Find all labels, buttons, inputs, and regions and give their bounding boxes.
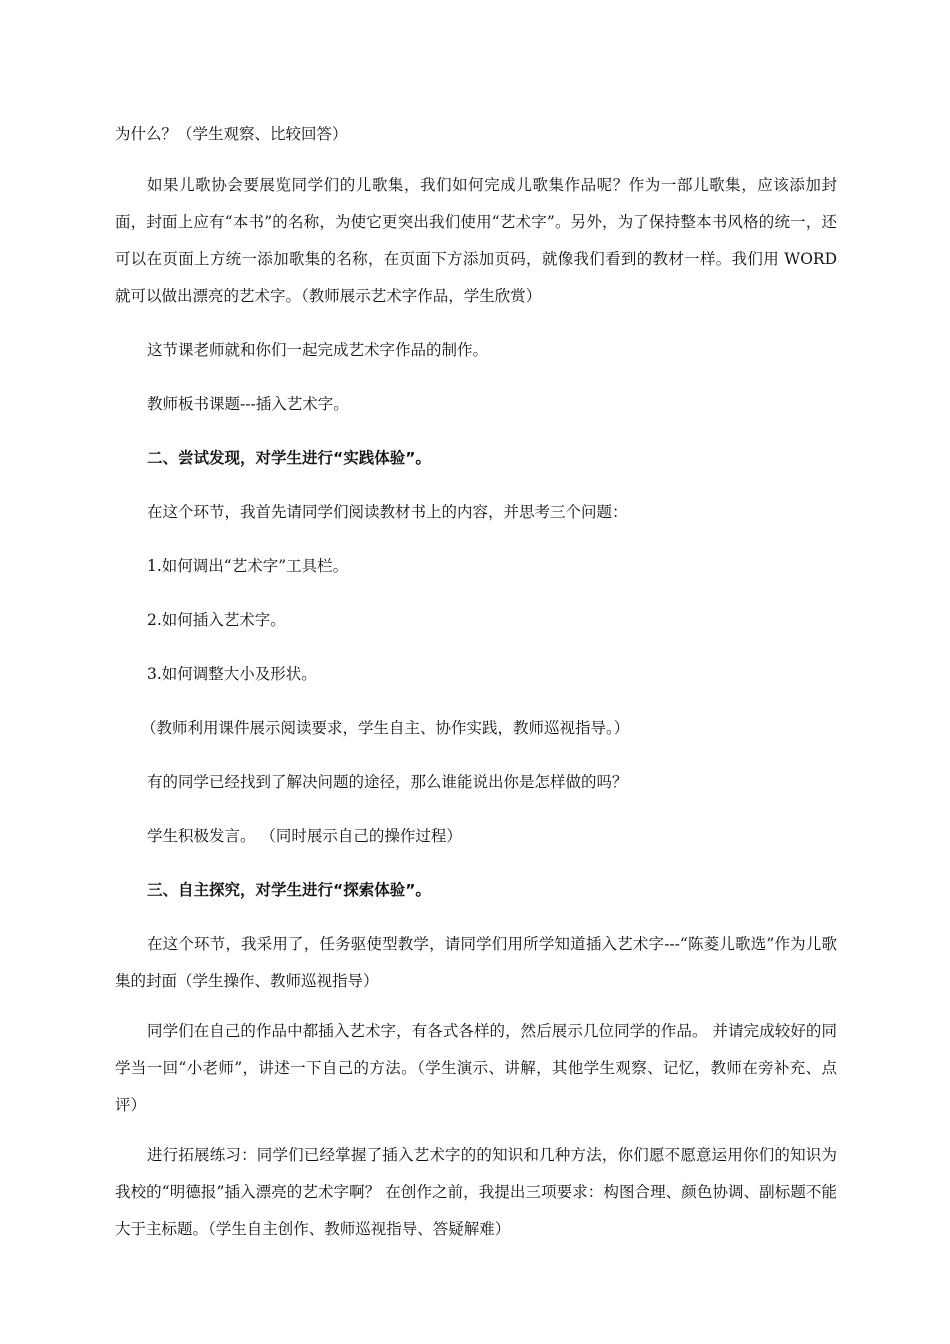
paragraph-reading-task: 在这个环节，我首先请同学们阅读教材书上的内容，并思考三个问题： (147, 503, 628, 521)
document-body (115, 116, 837, 1265)
paragraph-lesson-goal: 这节课老师就和你们一起完成艺术字作品的制作。 (147, 341, 489, 359)
paragraph-board-title: 教师板书课题---插入艺术字。 (147, 395, 349, 413)
paragraph-teacher-note: （教师利用课件展示阅读要求，学生自主、协作实践，教师巡视指导。） (141, 719, 630, 737)
section-heading-2: 二、尝试发现，对学生进行“实践体验”。 (147, 449, 431, 467)
paragraph-student-works: 同学们在自己的作品中都插入艺术字，有各式各样的，然后展示几位同学的作品。 并请完成较好的同学当一回“小老师”，讲述一下自己的方法。（学生演示、讲解，其他学生观察、记忆，教师在旁补充、点评） (115, 1022, 837, 1114)
paragraph-task-driven: 在这个环节，我采用了，任务驱使型教学，请同学们用所学知道插入艺术字---“陈菱儿歌选”作为儿歌集的封面（学生操作、教师巡视指导） (115, 935, 837, 990)
paragraph-extension-practice: 进行拓展练习：同学们已经掌握了插入艺术字的的知识和几种方法，你们愿不愿意运用你们的知识为我校的“明德报”插入漂亮的艺术字啊？ 在创作之前，我提出三项要求：构图合理、颜色协调、副标题不能大于主标题。（学生自主创作、教师巡视指导、答疑解难） (115, 1146, 837, 1238)
question-item-3: 3.如何调整大小及形状。 (147, 665, 317, 683)
section-heading-3: 三、自主探究，对学生进行“探索体验”。 (147, 881, 431, 899)
paragraph-question: 为什么？（学生观察、比较回答） (115, 125, 348, 143)
paragraph-intro-art-text: 如果儿歌协会要展览同学们的儿歌集，我们如何完成儿歌集作品呢？作为一部儿歌集，应该添加封面，封面上应有“本书”的名称，为使它更突出我们使用“艺术字”。另外，为了保持整本书风格的统一，还可以在页面上方统一添加歌集的名称，在页面下方添加页码，就像我们看到的教材一样。我们用 WORD 就可以做出漂亮的艺术字。（教师展示艺术字作品，学生欣赏） (115, 176, 837, 305)
paragraph-student-speak: 学生积极发言。 （同时展示自己的操作过程） (147, 827, 462, 845)
question-item-2: 2.如何插入艺术字。 (147, 611, 286, 629)
paragraph-student-solution: 有的同学已经找到了解决问题的途径，那么谁能说出你是怎样做的吗？ (147, 773, 628, 791)
question-item-1: 1.如何调出“艺术字”工具栏。 (147, 557, 349, 575)
